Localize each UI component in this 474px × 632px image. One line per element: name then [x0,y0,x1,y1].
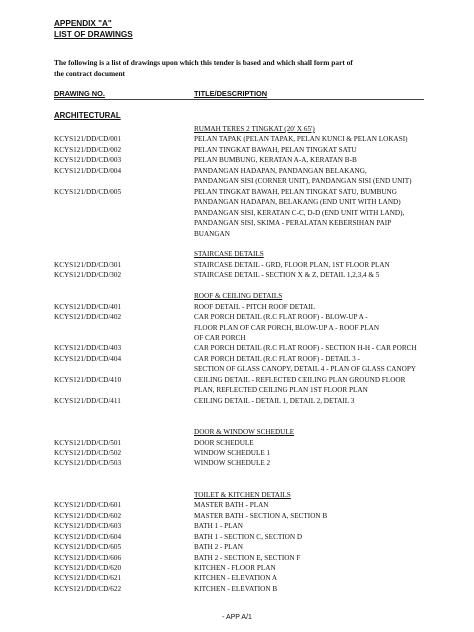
table-row [0,584,474,594]
table-row [0,406,474,416]
list-title: LIST OF DRAWINGS [54,30,133,39]
subsection-row [0,291,474,301]
drawing-description: STAIRCASE DETAIL - GRD, FLOOR PLAN, 1ST FLOOR PLAN [194,260,390,269]
drawing-number: KCYS121/DD/CD/621 [54,574,122,583]
drawing-description: PANDANGAN SISI, SKIMA - PERALATAN KEBERSIHAN PAIP [194,219,392,228]
table-row [0,281,474,291]
drawing-description: PELAN BUMBUNG, KERATAN A-A, KERATAN B-B [194,156,357,165]
drawing-description: OF CAR PORCH [194,334,246,342]
drawing-description: PELAN TINGKAT BAWAH, PELAN TINGKAT SATU, BUMBUNG [194,187,397,196]
subsection-title: TOILET & KITCHEN DETAILS [194,490,291,499]
subsection-row [0,427,474,437]
drawing-number: KCYS121/DD/CD/002 [54,145,122,154]
table-row [0,145,474,155]
header-divider [54,99,424,100]
drawing-description: PANDANGAN HADAPAN, BELAKANG (END UNIT WITH LAND) [194,198,401,207]
drawing-number: KCYS121/DD/CD/603 [54,522,122,531]
drawing-description: PELAN TAPAK (PELAN TAPAK, PELAN KUNCI & PELAN LOKASI) [194,135,408,144]
table-row [0,323,474,333]
table-row [0,333,474,343]
drawing-number: KCYS121/DD/CD/410 [54,375,122,384]
drawing-description: KITCHEN - ELEVATION B [194,584,278,593]
drawing-number: KCYS121/DD/CD/302 [54,271,122,280]
table-row [0,458,474,468]
table-row [0,354,474,364]
drawing-description: MASTER BATH - PLAN [194,501,269,510]
drawing-description: WINDOW SCHEDULE 2 [194,459,271,468]
drawing-description: FLOOR PLAN OF CAR PORCH, BLOW-UP A - ROOF PLAN [194,323,380,332]
table-row [0,134,474,144]
drawing-description: PANDANGAN SISI, KERATAN C-C, D-D (END UNIT WITH LAND), [194,208,405,217]
drawing-description: CAR PORCH DETAIL (R.C FLAT ROOF) - SECTION H-H - CAR PORCH [194,344,417,353]
table-row [0,229,474,239]
drawing-number: KCYS121/DD/CD/604 [54,532,122,541]
table-row [0,438,474,448]
table-row [0,312,474,322]
table-row [0,364,474,374]
subsection-row [0,124,474,134]
table-row [0,500,474,510]
drawing-description: SECTION OF GLASS CANOPY, DETAIL 4 - PLAN OF GLASS CANOPY [194,365,417,374]
table-row [0,260,474,270]
table-row [0,176,474,186]
drawing-description: CAR PORCH DETAIL (R.C FLAT ROOF) - BLOW-UP A - [194,313,368,322]
drawing-description: BUANGAN [194,229,230,238]
column-header-drawing-no: DRAWING NO. [54,89,105,98]
table-row [0,396,474,406]
table-row [0,573,474,583]
drawing-description: BATH 1 - SECTION C, SECTION D [194,532,303,541]
drawing-description: WINDOW SCHEDULE 1 [194,448,271,457]
drawing-number: KCYS121/DD/CD/005 [54,187,122,196]
drawing-description: PANDANGAN SISI (CORNER UNIT), PANDANGAN SISI (END UNIT) [194,177,412,186]
drawing-number: KCYS121/DD/CD/601 [54,501,122,510]
page-footer: - APP A/1 [222,614,252,621]
subsection-title: STAIRCASE DETAILS [194,250,264,259]
drawing-number: KCYS121/DD/CD/404 [54,354,122,363]
drawing-description: BATH 2 - PLAN [194,543,243,551]
table-row [0,218,474,228]
table-row [0,448,474,458]
drawing-number: KCYS121/DD/CD/503 [54,459,122,468]
drawing-number: KCYS121/DD/CD/502 [54,448,122,457]
table-row [0,511,474,521]
drawing-number: KCYS121/DD/CD/501 [54,438,122,447]
table-row [0,187,474,197]
section-heading: ARCHITECTURAL [54,111,121,120]
table-row [0,563,474,573]
drawing-number: KCYS121/DD/CD/411 [54,396,121,405]
appendix-heading: APPENDIX "A" [54,19,112,28]
column-header-title: TITLE/DESCRIPTION [194,89,268,98]
drawing-number: KCYS121/DD/CD/622 [54,584,122,593]
table-row [0,155,474,165]
table-row [0,479,474,489]
table-row [0,521,474,531]
subsection-title: DOOR & WINDOW SCHEDULE [194,428,295,436]
drawing-description: CEILING DETAIL - REFLECTED CEILING PLAN GROUND FLOOR [194,375,406,384]
table-row [0,302,474,312]
drawing-description: PANDANGAN HADAPAN, PANDANGAN BELAKANG, [194,166,367,175]
table-row [0,532,474,542]
drawing-number: KCYS121/DD/CD/403 [54,344,122,353]
drawing-description: BATH 2 - SECTION E, SECTION F [194,553,301,562]
drawing-description: KITCHEN - ELEVATION A [194,574,278,583]
drawing-description: MASTER BATH - SECTION A, SECTION B [194,511,328,520]
intro-text: The following is a list of drawings upon which this tender is based and which shall form part of the contract document [54,58,353,78]
table-row [0,469,474,479]
subsection-title: RUMAH TERES 2 TINGKAT (20' X 65') [194,125,315,133]
drawing-description: BATH 1 - PLAN [194,522,243,531]
drawing-description: CAR PORCH DETAIL (R.C FLAT ROOF) - DETAIL 3 - [194,354,360,363]
drawing-number: KCYS121/DD/CD/602 [54,511,122,520]
table-row [0,385,474,395]
table-row [0,417,474,427]
table-row [0,208,474,218]
drawing-number: KCYS121/DD/CD/401 [54,302,122,311]
drawing-description: DOOR SCHEDULE [194,438,254,447]
subsection-row [0,490,474,500]
drawing-description: KITCHEN - FLOOR PLAN [194,563,276,572]
subsection-title: ROOF & CEILING DETAILS [194,292,283,301]
drawing-number: KCYS121/DD/CD/605 [54,543,122,551]
table-row [0,239,474,249]
drawing-number: KCYS121/DD/CD/003 [54,156,122,165]
drawing-description: STAIRCASE DETAIL - SECTION X & Z, DETAIL 1,2,3,4 & 5 [194,271,380,280]
table-row [0,270,474,280]
drawing-description: PLAN, REFLECTED CEILING PLAN 1ST FLOOR PLAN [194,386,368,395]
drawing-number: KCYS121/DD/CD/001 [54,135,122,144]
drawing-description: CEILING DETAIL - DETAIL 1, DETAIL 2, DETAIL 3 [194,396,355,405]
table-row [0,542,474,552]
table-row [0,343,474,353]
table-row [0,553,474,563]
drawing-description: ROOF DETAIL - PITCH ROOF DETAIL [194,302,315,311]
drawing-description: PELAN TINGKAT BAWAH, PELAN TINGKAT SATU [194,145,357,154]
drawing-number: KCYS121/DD/CD/606 [54,553,122,562]
table-row [0,166,474,176]
table-row [0,197,474,207]
drawing-number: KCYS121/DD/CD/402 [54,313,122,322]
drawing-number: KCYS121/DD/CD/301 [54,260,122,269]
drawing-number: KCYS121/DD/CD/620 [54,563,122,572]
drawing-number: KCYS121/DD/CD/004 [54,166,122,175]
table-row [0,375,474,385]
subsection-row [0,249,474,259]
